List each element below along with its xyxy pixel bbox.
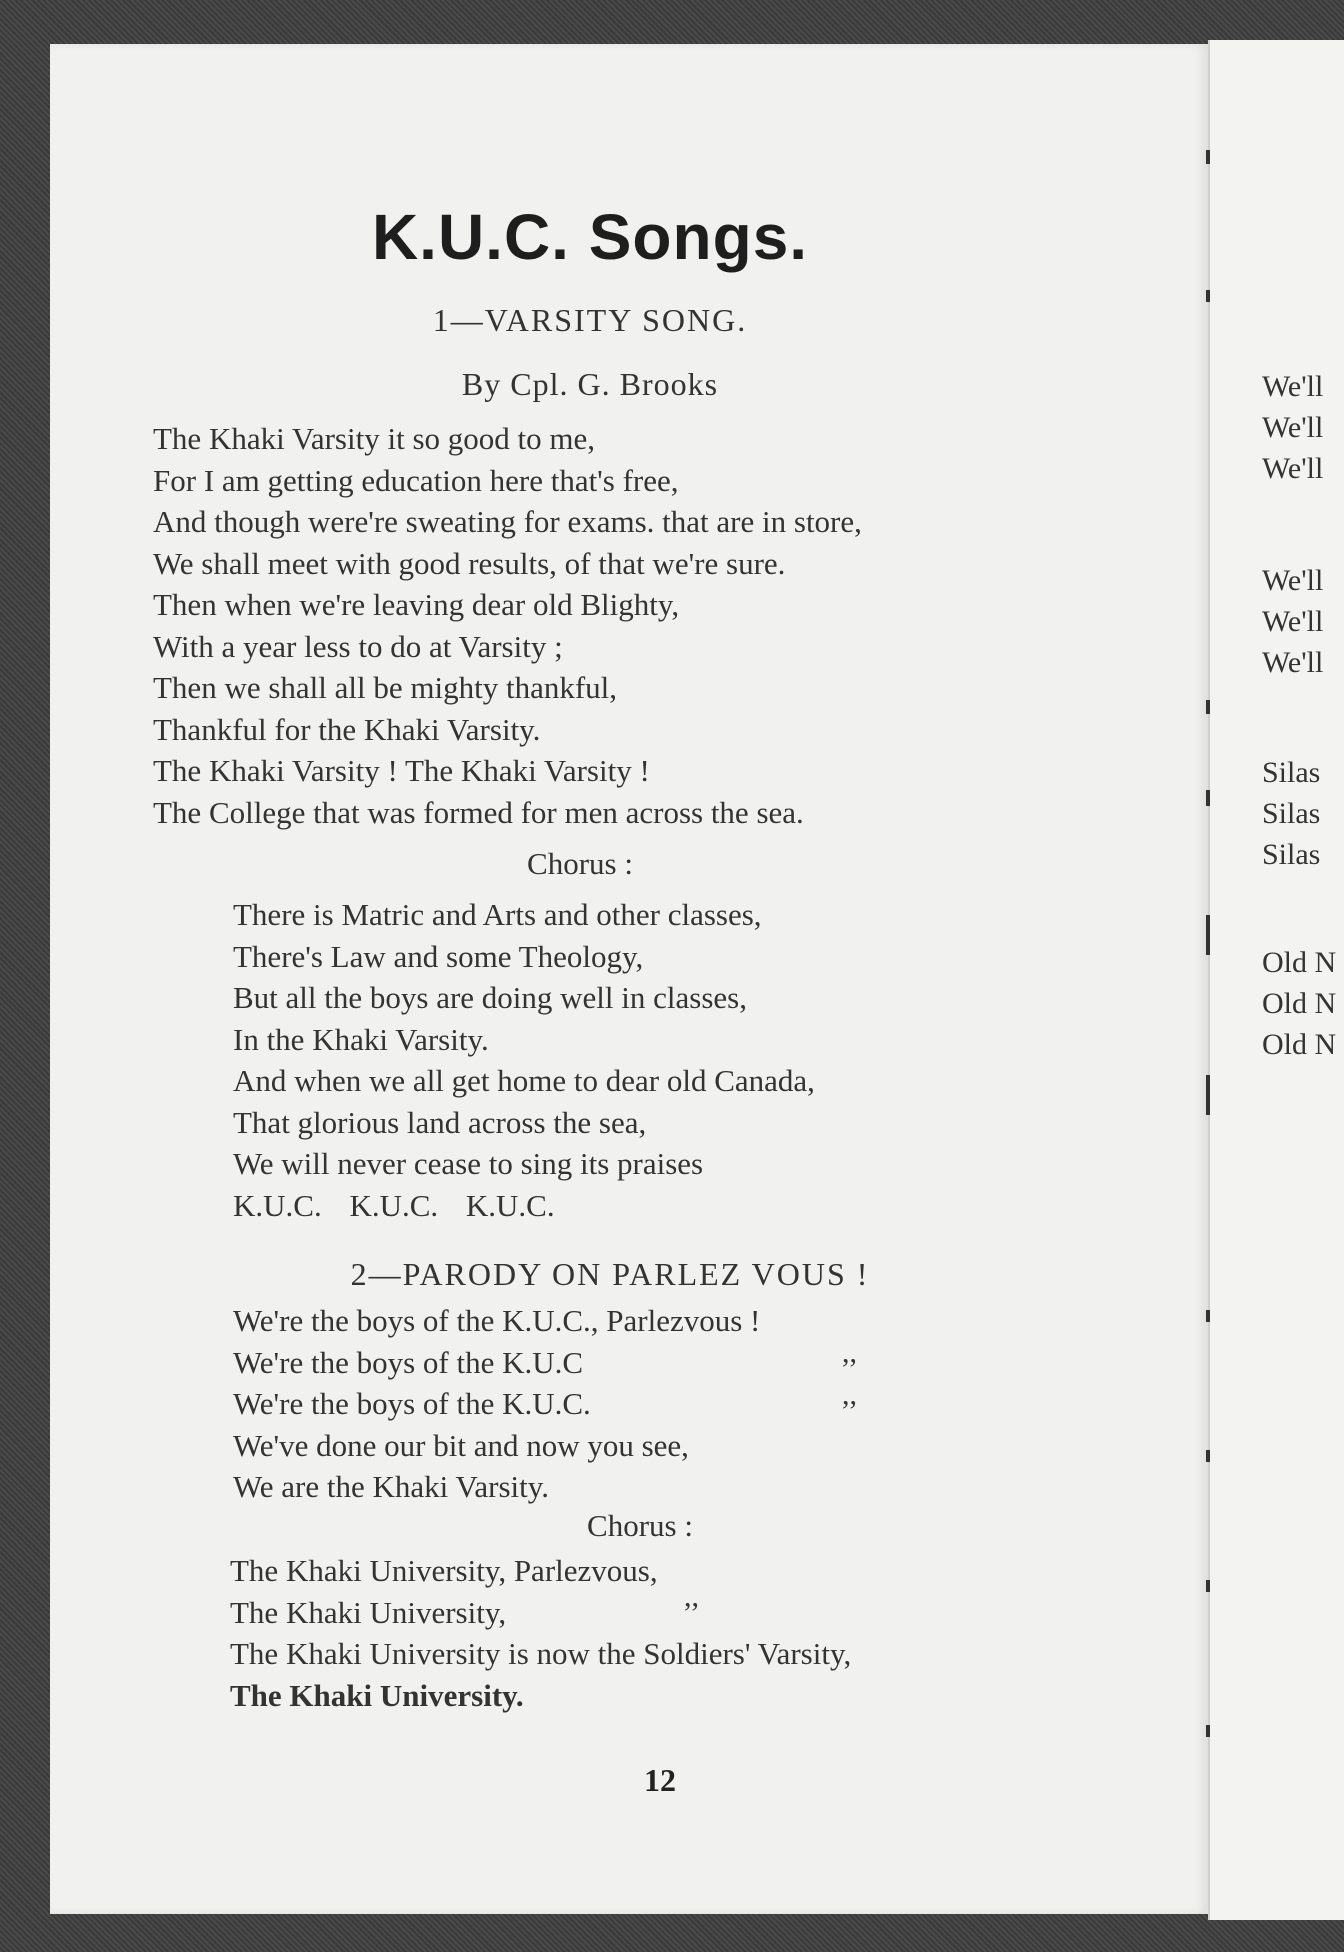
chorus-line: The Khaki University, Parlezvous, [230, 1553, 658, 1588]
verse-line: We shall meet with good results, of that we're sure. [153, 545, 786, 581]
ditto-mark: ,, [842, 1378, 857, 1411]
right-page-group-3 [1262, 752, 1320, 875]
chorus-line: And when we all get home to dear old Canada, [233, 1063, 815, 1098]
cropped-line: Old N [1262, 946, 1337, 979]
chorus-line: That glorious land across the sea, [233, 1104, 647, 1140]
page-title: K.U.C. Songs. [371, 201, 809, 273]
chorus-line: There's Law and some Theology, [233, 938, 644, 974]
verse-line: With a year less to do at Varsity ; [153, 628, 563, 664]
gutter-mark [1206, 1075, 1210, 1115]
cropped-line: Old N [1262, 1028, 1337, 1061]
right-page-group-4 [1262, 942, 1336, 1065]
gutter-mark [1206, 290, 1210, 302]
gutter-mark [1206, 150, 1210, 164]
cropped-line: We'll [1262, 370, 1324, 403]
cropped-line: We'll [1262, 452, 1324, 485]
song1-chorus [233, 894, 815, 1226]
chorus-line: The Khaki University, [230, 1594, 507, 1630]
song1-author: By Cpl. G. Brooks [461, 366, 719, 402]
verse-line: Then we shall all be mighty thankful, [153, 670, 618, 705]
gutter-mark [1206, 1450, 1210, 1462]
right-page-group-1 [1262, 366, 1323, 489]
gutter-mark [1206, 790, 1210, 806]
cropped-line: Silas [1262, 838, 1321, 871]
chorus-line: In the Khaki Varsity. [233, 1021, 489, 1057]
song1-verse [153, 418, 862, 833]
gutter-mark [1206, 1725, 1210, 1737]
song2-chorus [230, 1550, 851, 1716]
ditto-mark: ,, [684, 1580, 699, 1613]
page-number: 12 [644, 1762, 676, 1798]
gutter-mark [1206, 700, 1210, 714]
chorus-line: But all the boys are doing well in classes, [233, 980, 747, 1015]
verse-line: For I am getting education here that's free, [153, 462, 679, 498]
verse-line: We're the boys of the K.U.C [233, 1344, 584, 1380]
cropped-line: Silas [1262, 756, 1321, 789]
song1-chorus-label: Chorus : [527, 846, 633, 881]
cropped-line: We'll [1262, 605, 1324, 638]
verse-line: We've done our bit and now you see, [233, 1427, 689, 1463]
chorus-line: K.U.C. K.U.C. K.U.C. [233, 1187, 555, 1223]
ditto-mark: ,, [842, 1336, 857, 1369]
verse-line: And though were're sweating for exams. that are in store, [153, 504, 862, 539]
chorus-line: We will never cease to sing its praises [233, 1146, 704, 1181]
song2-chorus-label: Chorus : [587, 1508, 693, 1543]
song2-verse [233, 1300, 760, 1508]
cropped-line: We'll [1262, 646, 1324, 679]
verse-line: Then when we're leaving dear old Blighty, [153, 587, 680, 622]
chorus-line: There is Matric and Arts and other classes, [233, 897, 762, 932]
verse-line: The Khaki Varsity it so good to me, [153, 421, 595, 456]
verse-line: We're the boys of the K.U.C., Parlezvous ! [233, 1303, 761, 1338]
cropped-line: Old N [1262, 987, 1337, 1020]
chorus-line: The Khaki University is now the Soldiers' Varsity, [230, 1636, 852, 1671]
verse-line: Thankful for the Khaki Varsity. [153, 711, 541, 747]
gutter-mark [1206, 1310, 1210, 1322]
gutter-mark [1206, 1580, 1210, 1592]
gutter-mark [1206, 915, 1210, 955]
chorus-line: The Khaki University. [230, 1677, 524, 1713]
song1-heading: 1—VARSITY SONG. [432, 302, 748, 338]
cropped-line: We'll [1262, 564, 1324, 597]
song2-heading: 2—PARODY ON PARLEZ VOUS ! [350, 1256, 870, 1292]
verse-line: We are the Khaki Varsity. [233, 1469, 550, 1504]
right-page-group-2 [1262, 560, 1323, 683]
verse-line: We're the boys of the K.U.C. [233, 1386, 591, 1421]
cropped-line: Silas [1262, 797, 1321, 830]
verse-line: The Khaki Varsity ! The Khaki Varsity ! [153, 753, 650, 788]
verse-line: The College that was formed for men across the sea. [153, 794, 804, 830]
cropped-line: We'll [1262, 411, 1324, 444]
